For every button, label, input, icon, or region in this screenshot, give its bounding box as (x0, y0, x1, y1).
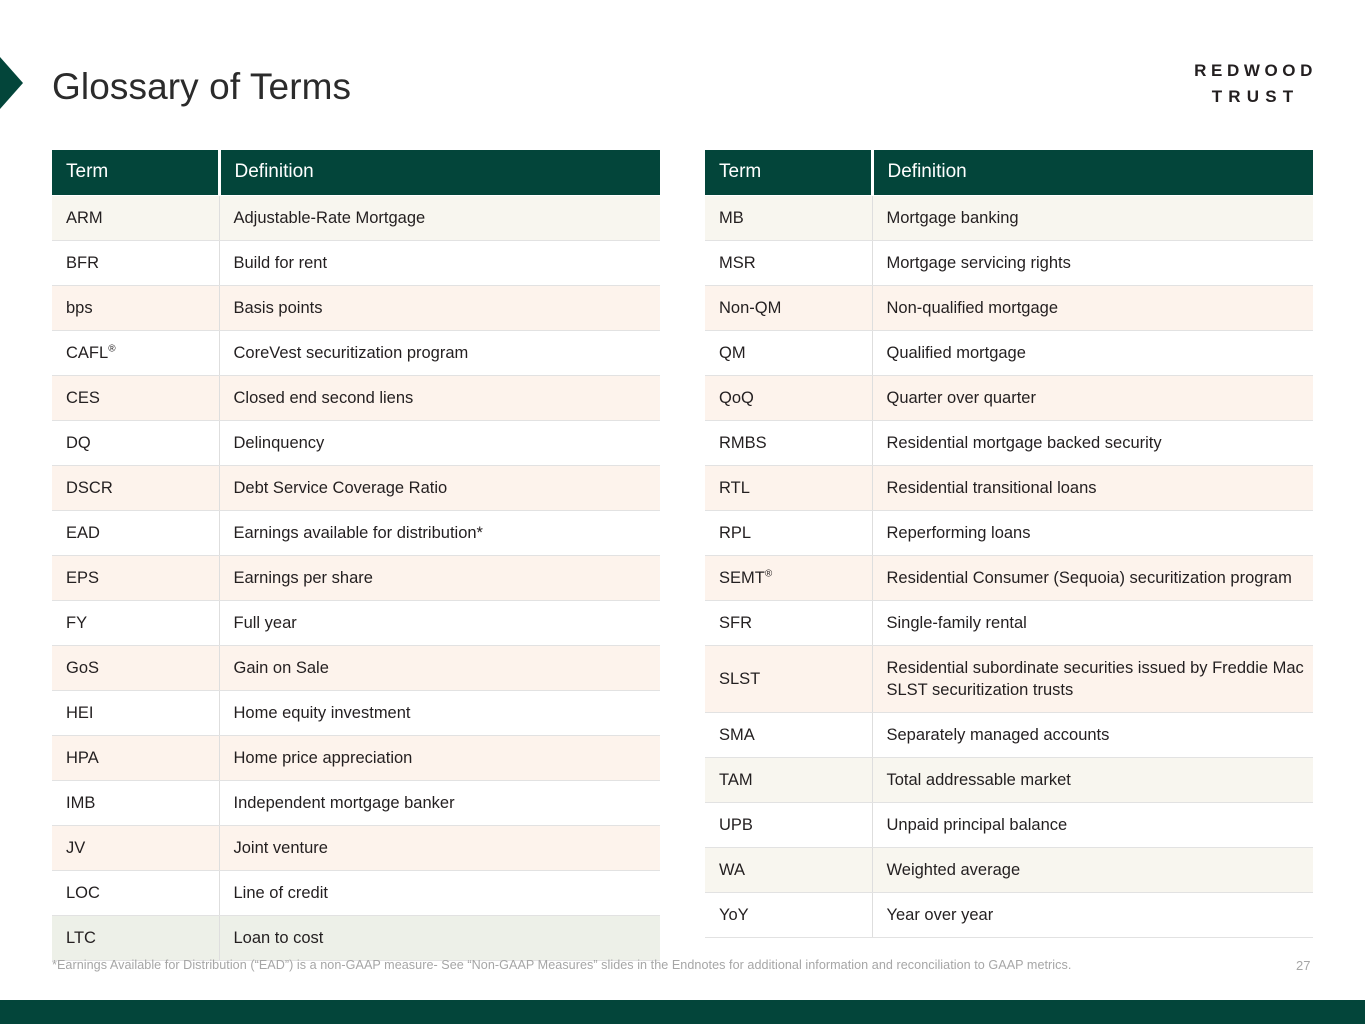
registered-trademark-icon: ® (108, 343, 116, 355)
table-row (705, 286, 1313, 331)
cell-definition: Residential Consumer (Sequoia) securitization program (872, 556, 1313, 601)
redwood-trust-logo (1194, 58, 1317, 110)
cell-definition: Debt Service Coverage Ratio (219, 466, 660, 511)
table-row (705, 556, 1313, 601)
cell-term: TAM (705, 758, 872, 803)
cell-definition: Total addressable market (872, 758, 1313, 803)
cell-term: Non-QM (705, 286, 872, 331)
cell-term: HPA (52, 736, 219, 781)
cell-definition: Home price appreciation (219, 736, 660, 781)
cell-definition: Single-family rental (872, 601, 1313, 646)
cell-definition: CoreVest securitization program (219, 331, 660, 376)
cell-term: QoQ (705, 376, 872, 421)
cell-term: MB (705, 196, 872, 241)
table-row (705, 331, 1313, 376)
table-row (52, 331, 660, 376)
cell-term: IMB (52, 781, 219, 826)
glossary-table-right (705, 150, 1313, 938)
cell-term: bps (52, 286, 219, 331)
table-row (705, 421, 1313, 466)
bottom-accent-bar (0, 1000, 1365, 1024)
column-header-definition: Definition (872, 150, 1313, 196)
cell-term: HEI (52, 691, 219, 736)
cell-definition: Line of credit (219, 871, 660, 916)
table-row (52, 421, 660, 466)
cell-definition: Earnings per share (219, 556, 660, 601)
table-row (52, 556, 660, 601)
cell-term: MSR (705, 241, 872, 286)
table-row (705, 713, 1313, 758)
table-row (52, 511, 660, 556)
table-row (705, 376, 1313, 421)
table-row (52, 601, 660, 646)
table-row (705, 848, 1313, 893)
cell-definition: Full year (219, 601, 660, 646)
title-arrow-icon (0, 57, 23, 109)
cell-term: JV (52, 826, 219, 871)
glossary-table-left (52, 150, 660, 961)
table-row (52, 376, 660, 421)
cell-definition: Residential mortgage backed security (872, 421, 1313, 466)
cell-definition: Residential transitional loans (872, 466, 1313, 511)
cell-definition: Earnings available for distribution* (219, 511, 660, 556)
table-row (705, 893, 1313, 938)
cell-term: DQ (52, 421, 219, 466)
table-row (52, 646, 660, 691)
column-header-definition: Definition (219, 150, 660, 196)
cell-definition: Unpaid principal balance (872, 803, 1313, 848)
cell-term: CAFL® (52, 331, 219, 376)
table-row (705, 758, 1313, 803)
cell-definition: Separately managed accounts (872, 713, 1313, 758)
cell-term: DSCR (52, 466, 219, 511)
cell-term: SFR (705, 601, 872, 646)
cell-term: BFR (52, 241, 219, 286)
table-row (52, 871, 660, 916)
cell-definition: Home equity investment (219, 691, 660, 736)
registered-trademark-icon: ® (764, 568, 773, 580)
cell-term: SMA (705, 713, 872, 758)
table-header-row (52, 150, 660, 196)
cell-definition: Closed end second liens (219, 376, 660, 421)
cell-term: CES (52, 376, 219, 421)
table-row (705, 241, 1313, 286)
cell-term: RPL (705, 511, 872, 556)
cell-definition: Qualified mortgage (872, 331, 1313, 376)
table-header-row (705, 150, 1313, 196)
cell-term: WA (705, 848, 872, 893)
cell-term: UPB (705, 803, 872, 848)
logo-line-redwood: REDWOOD (1194, 61, 1317, 80)
cell-definition: Weighted average (872, 848, 1313, 893)
cell-definition: Year over year (872, 893, 1313, 938)
table-row (705, 646, 1313, 713)
cell-term: ARM (52, 196, 219, 241)
table-row (52, 691, 660, 736)
table-row (52, 736, 660, 781)
table-body-left (52, 196, 660, 961)
cell-definition: Basis points (219, 286, 660, 331)
table-row (52, 286, 660, 331)
cell-definition: Non-qualified mortgage (872, 286, 1313, 331)
cell-term: LOC (52, 871, 219, 916)
table-row (52, 241, 660, 286)
table-row (52, 826, 660, 871)
cell-definition: Independent mortgage banker (219, 781, 660, 826)
table-row (705, 601, 1313, 646)
table-row (705, 803, 1313, 848)
page-title: Glossary of Terms (52, 66, 352, 107)
cell-definition: Joint venture (219, 826, 660, 871)
column-header-term: Term (52, 150, 219, 196)
table-row (52, 196, 660, 241)
slide-header (0, 0, 1365, 140)
cell-term: LTC (52, 916, 219, 961)
cell-term: SLST (705, 646, 872, 713)
table-row (52, 466, 660, 511)
table-row (705, 196, 1313, 241)
cell-definition: Quarter over quarter (872, 376, 1313, 421)
cell-term: RTL (705, 466, 872, 511)
cell-definition: Adjustable-Rate Mortgage (219, 196, 660, 241)
cell-definition: Residential subordinate securities issued by Freddie Mac SLST securitization trusts (872, 646, 1313, 713)
cell-term: YoY (705, 893, 872, 938)
cell-term: EAD (52, 511, 219, 556)
table-body-right (705, 196, 1313, 938)
cell-definition: Gain on Sale (219, 646, 660, 691)
page-number: 27 (1296, 958, 1311, 973)
table-row (705, 511, 1313, 556)
cell-term: QM (705, 331, 872, 376)
cell-definition: Mortgage servicing rights (872, 241, 1313, 286)
cell-term: GoS (52, 646, 219, 691)
column-header-term: Term (705, 150, 872, 196)
cell-definition: Reperforming loans (872, 511, 1313, 556)
cell-term: RMBS (705, 421, 872, 466)
footnote-text: *Earnings Available for Distribution (“EAD”) is a non-GAAP measure- See “Non-GAAP Measures” slides in the Endnotes for additional information and reconciliation to GAAP metrics. (52, 958, 1072, 972)
cell-term: FY (52, 601, 219, 646)
table-row (52, 781, 660, 826)
cell-term: EPS (52, 556, 219, 601)
cell-definition: Build for rent (219, 241, 660, 286)
cell-definition: Delinquency (219, 421, 660, 466)
cell-definition: Mortgage banking (872, 196, 1313, 241)
table-row (705, 466, 1313, 511)
cell-definition: Loan to cost (219, 916, 660, 961)
logo-line-trust: TRUST (1211, 87, 1300, 106)
table-row (52, 916, 660, 961)
cell-term: SEMT® (705, 556, 872, 601)
